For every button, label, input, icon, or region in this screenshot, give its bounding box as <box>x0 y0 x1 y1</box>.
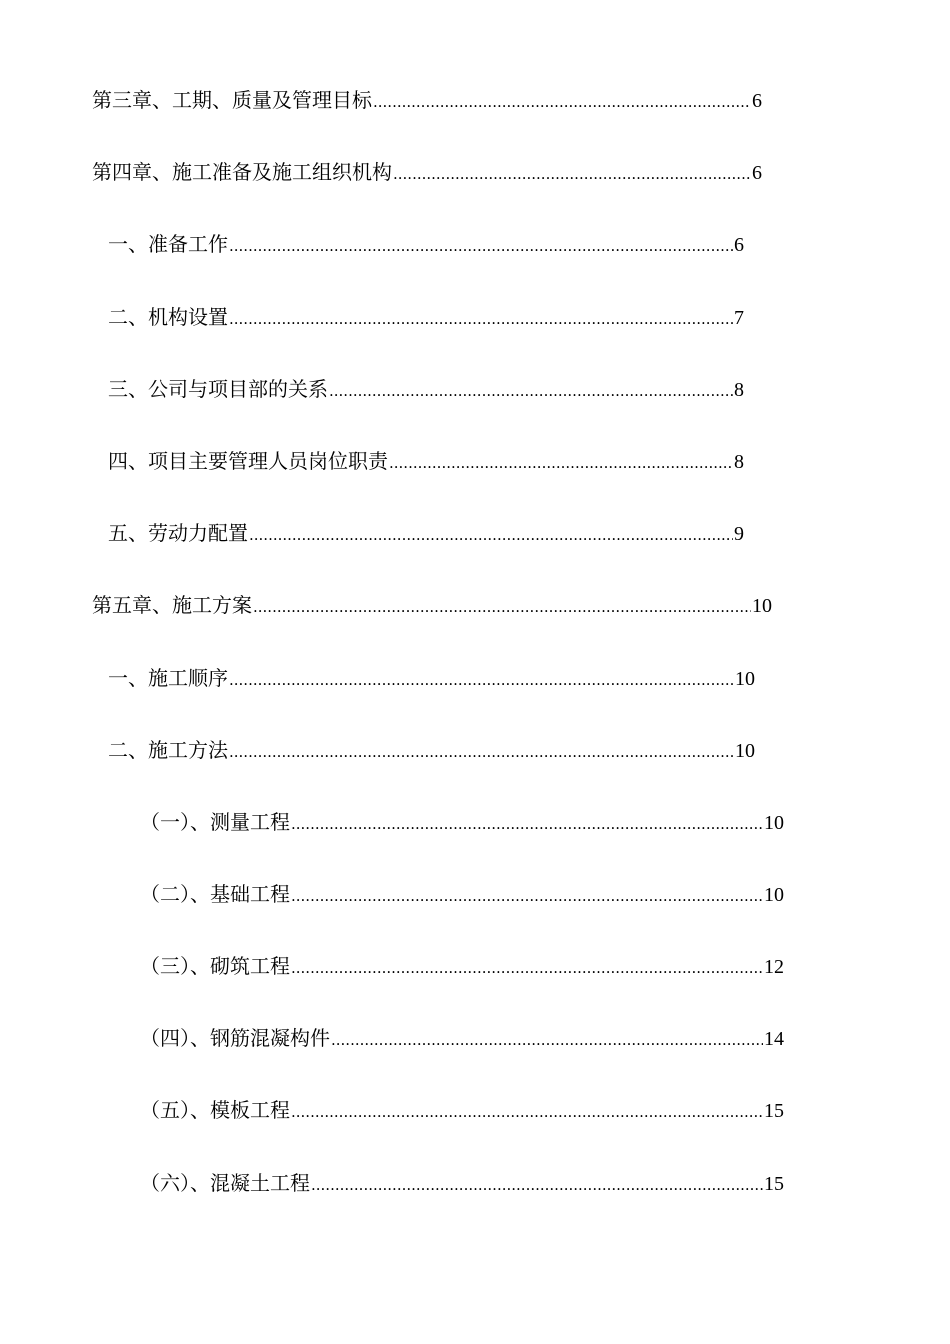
toc-entry[interactable] <box>140 882 784 908</box>
toc-dot-leader <box>229 668 734 692</box>
toc-entry-title: 一、准备工作 <box>108 232 228 256</box>
toc-dot-leader <box>389 451 733 475</box>
toc-dot-leader <box>229 234 733 258</box>
toc-dot-leader <box>229 307 733 331</box>
toc-entry-title: （一）、测量工程 <box>140 810 290 834</box>
toc-dot-leader <box>291 1100 763 1124</box>
toc-entry-title: 三、公司与项目部的关系 <box>108 377 328 401</box>
toc-entry-title: （五）、模板工程 <box>140 1098 290 1122</box>
toc-entry-page: 14 <box>764 1028 784 1050</box>
toc-entry-title: 第五章、施工方案 <box>92 593 252 617</box>
toc-entry-title: 一、施工顺序 <box>108 666 228 690</box>
toc-entry[interactable] <box>140 810 784 836</box>
toc-entry[interactable] <box>108 449 744 475</box>
toc-entry-page: 6 <box>752 90 762 112</box>
toc-entry[interactable] <box>140 1026 784 1052</box>
toc-entry[interactable] <box>108 521 744 547</box>
toc-entry-page: 10 <box>735 668 755 690</box>
toc-entry-page: 12 <box>764 956 784 978</box>
toc-entry-page: 15 <box>764 1173 784 1195</box>
toc-entry[interactable] <box>92 88 762 114</box>
toc-entry-page: 8 <box>734 379 744 401</box>
toc-dot-leader <box>253 595 751 619</box>
toc-entry-page: 6 <box>752 162 762 184</box>
toc-dot-leader <box>249 523 733 547</box>
toc-dot-leader <box>331 1028 763 1052</box>
toc-entry-page: 10 <box>735 740 755 762</box>
toc-dot-leader <box>291 812 763 836</box>
toc-entry-title: （四）、钢筋混凝构件 <box>140 1026 330 1050</box>
toc-dot-leader <box>229 740 734 764</box>
toc-entry[interactable] <box>140 1171 784 1197</box>
toc-dot-leader <box>291 956 763 980</box>
toc-entry-title: （二）、基础工程 <box>140 882 290 906</box>
toc-entry[interactable] <box>140 954 784 980</box>
toc-entry-page: 8 <box>734 451 744 473</box>
toc-entry-title: 二、机构设置 <box>108 305 228 329</box>
toc-dot-leader <box>373 90 751 114</box>
toc-entry-title: （六）、混凝土工程 <box>140 1171 310 1195</box>
toc-entry-page: 6 <box>734 234 744 256</box>
toc-entry-title: 四、项目主要管理人员岗位职责 <box>108 449 388 473</box>
toc-entry-page: 10 <box>752 595 772 617</box>
toc-entry-page: 10 <box>764 884 784 906</box>
toc-entry[interactable] <box>108 232 744 258</box>
toc-entry[interactable] <box>140 1098 784 1124</box>
toc-entry[interactable] <box>108 305 744 331</box>
toc-entry-page: 7 <box>734 307 744 329</box>
toc-entry-title: 五、劳动力配置 <box>108 521 248 545</box>
toc-dot-leader <box>311 1173 763 1197</box>
toc-dot-leader <box>291 884 763 908</box>
toc-entry-title: （三）、砌筑工程 <box>140 954 290 978</box>
toc-entry[interactable] <box>108 738 755 764</box>
toc-entry[interactable] <box>108 666 755 692</box>
toc-dot-leader <box>329 379 733 403</box>
toc-entry[interactable] <box>92 593 772 619</box>
toc-entry-title: 二、施工方法 <box>108 738 228 762</box>
toc-entry[interactable] <box>92 160 762 186</box>
toc-entry[interactable] <box>108 377 744 403</box>
toc-entry-title: 第三章、工期、质量及管理目标 <box>92 88 372 112</box>
toc-entry-page: 10 <box>764 812 784 834</box>
toc-entry-title: 第四章、施工准备及施工组织机构 <box>92 160 392 184</box>
toc-entry-page: 15 <box>764 1100 784 1122</box>
toc-dot-leader <box>393 162 751 186</box>
toc-entry-page: 9 <box>734 523 744 545</box>
